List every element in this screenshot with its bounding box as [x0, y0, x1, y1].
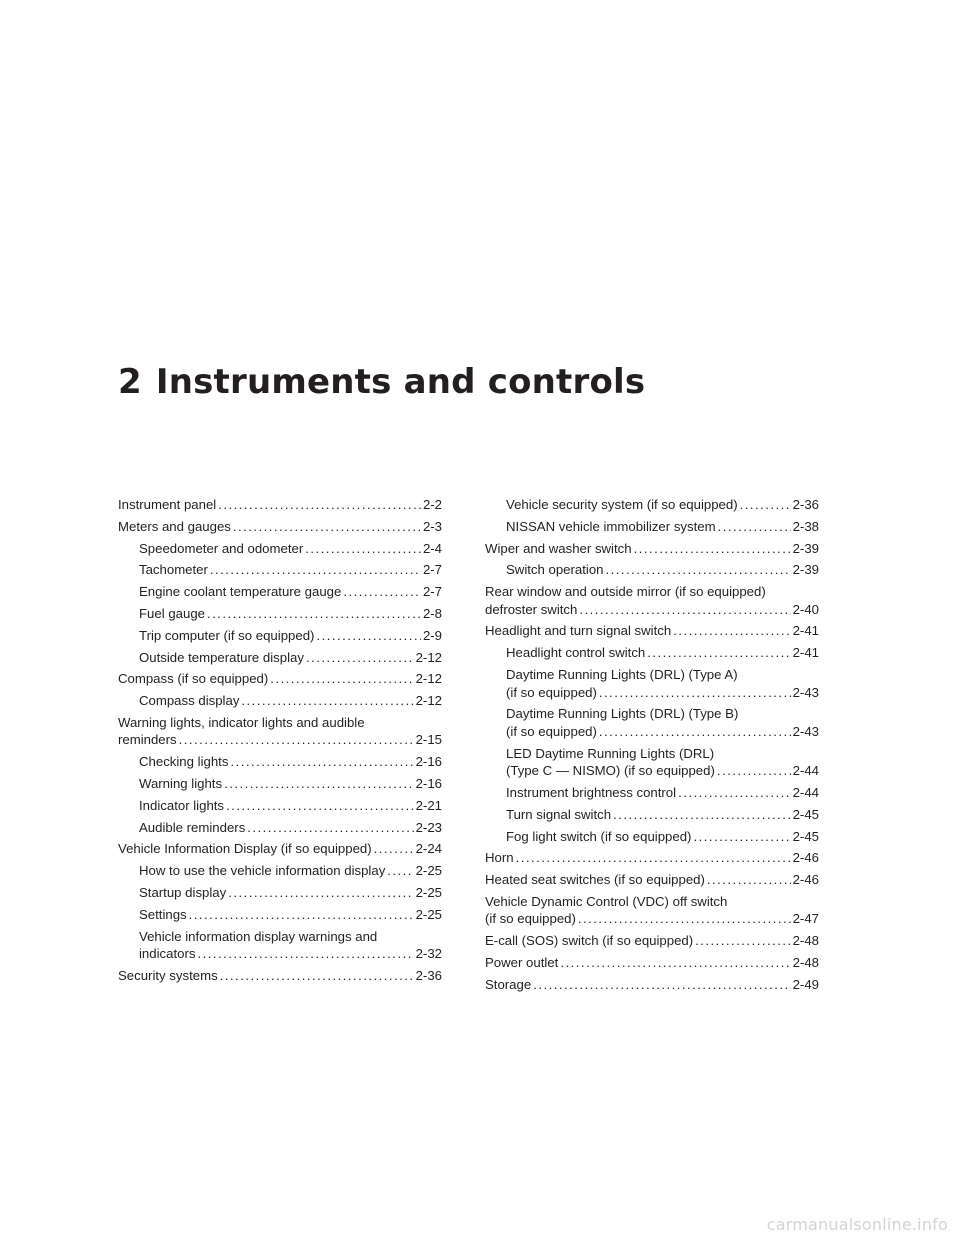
toc-page-number: 2-25	[415, 906, 442, 922]
toc-entry-label: Turn signal switch	[506, 806, 612, 822]
dot-leader	[647, 644, 790, 662]
toc-entry-label: (if so equipped)	[506, 723, 597, 739]
toc-entry-label: Wiper and washer switch	[485, 540, 632, 556]
toc-entry[interactable]	[485, 561, 819, 579]
dot-leader	[516, 849, 791, 867]
toc-entry-label: (if so equipped)	[506, 684, 597, 700]
dot-leader	[210, 561, 421, 579]
toc-entry-label: Tachometer	[139, 562, 208, 578]
toc-entry-label: (Type C — NISMO) (if so equipped)	[506, 763, 715, 779]
toc-page-number: 2-2	[422, 497, 442, 512]
dot-leader	[579, 601, 790, 619]
dot-leader	[207, 605, 421, 623]
toc-page-number: 2-21	[415, 797, 442, 813]
toc-page-number: 2-45	[792, 806, 819, 822]
toc-entry[interactable]	[118, 840, 442, 858]
toc-page-number: 2-7	[422, 584, 442, 600]
toc-entry-label-line: Warning lights, indicator lights and audible	[118, 714, 365, 730]
toc-entry[interactable]	[485, 705, 819, 740]
toc-entry-label: Compass (if so equipped)	[118, 671, 269, 687]
toc-entry[interactable]	[118, 627, 442, 645]
toc-entry[interactable]	[485, 745, 819, 780]
toc-page-number: 2-16	[415, 754, 442, 770]
dot-leader	[599, 723, 791, 741]
toc-entry-label: Horn	[485, 850, 514, 866]
toc-entry-label: Headlight control switch	[506, 645, 646, 661]
toc-entry-label: Outside temperature display	[139, 649, 304, 665]
toc-entry-label: (if so equipped)	[485, 911, 576, 927]
dot-leader	[718, 518, 791, 536]
toc-entry[interactable]	[485, 666, 819, 701]
dot-leader	[343, 583, 421, 601]
toc-entry-label-line: Rear window and outside mirror (if so equipped)	[485, 584, 766, 600]
toc-entry-label: Fuel gauge	[139, 605, 205, 621]
dot-leader	[387, 862, 413, 880]
chapter-title-text: Instruments and controls	[155, 362, 646, 402]
dot-leader	[613, 806, 791, 824]
toc-entry-label: Indicator lights	[139, 797, 225, 813]
toc-entry[interactable]	[485, 806, 819, 824]
toc-entry-label: Switch operation	[506, 562, 604, 578]
toc-entry-label: Instrument brightness control	[506, 784, 677, 800]
dot-leader	[306, 649, 414, 667]
toc-page-number: 2-3	[422, 518, 442, 534]
dot-leader	[189, 906, 414, 924]
chapter-number: 2	[118, 362, 142, 402]
toc-page-number: 2-16	[415, 776, 442, 792]
toc-page-number: 2-40	[792, 601, 819, 617]
toc-page-number: 2-43	[792, 723, 819, 739]
dot-leader	[673, 622, 790, 640]
toc-entry[interactable]	[118, 540, 442, 558]
toc-page-number: 2-44	[792, 763, 819, 779]
dot-leader	[230, 753, 413, 771]
toc-page-number: 2-46	[792, 872, 819, 888]
toc-entry[interactable]	[118, 496, 442, 514]
toc-entry-label: Meters and gauges	[118, 518, 231, 534]
toc-page-number: 2-47	[792, 911, 819, 927]
toc-entry-label: NISSAN vehicle immobilizer system	[506, 518, 716, 534]
toc-entry[interactable]	[485, 932, 819, 950]
dot-leader	[233, 518, 421, 536]
toc-page-number: 2-9	[422, 627, 442, 643]
toc-entry-label: Settings	[139, 906, 187, 922]
toc-entry[interactable]	[485, 540, 819, 558]
toc-page-number: 2-32	[415, 946, 442, 962]
toc-page-number: 2-45	[792, 828, 819, 844]
toc-page-number: 2-48	[792, 955, 819, 971]
toc-page-number: 2-39	[792, 562, 819, 578]
toc-entry[interactable]	[118, 692, 442, 710]
toc-page-number: 2-25	[415, 885, 442, 901]
dot-leader	[220, 967, 414, 985]
toc-entry-label-line: Daytime Running Lights (DRL) (Type B)	[506, 706, 739, 722]
dot-leader	[179, 731, 414, 749]
toc-entry[interactable]	[485, 828, 819, 846]
toc-entry-label: Vehicle security system (if so equipped)	[506, 497, 738, 512]
toc-entry[interactable]	[118, 862, 442, 880]
dot-leader	[599, 684, 791, 702]
toc-entry[interactable]	[485, 518, 819, 536]
dot-leader	[316, 627, 421, 645]
toc-page-number: 2-46	[792, 850, 819, 866]
toc-entry[interactable]	[118, 906, 442, 924]
toc-entry[interactable]	[485, 644, 819, 662]
toc-entry-label: Headlight and turn signal switch	[485, 623, 672, 639]
toc-entry[interactable]	[485, 496, 819, 514]
toc-entry[interactable]	[118, 649, 442, 667]
toc-entry[interactable]	[118, 518, 442, 536]
toc-entry[interactable]	[485, 893, 819, 928]
dot-leader	[228, 884, 413, 902]
toc-entry-label: Instrument panel	[118, 497, 217, 512]
dot-leader	[218, 496, 421, 514]
toc-entry[interactable]	[485, 784, 819, 802]
dot-leader	[305, 540, 421, 558]
toc-entry-label: Power outlet	[485, 955, 559, 971]
toc-entry[interactable]	[118, 605, 442, 623]
dot-leader	[606, 561, 791, 579]
dot-leader	[717, 762, 791, 780]
toc-entry-label-line: Daytime Running Lights (DRL) (Type A)	[506, 667, 738, 683]
toc-entry[interactable]	[118, 884, 442, 902]
toc-entry[interactable]	[118, 583, 442, 601]
toc-entry-label: Heated seat switches (if so equipped)	[485, 872, 705, 888]
toc-entry-label-line: LED Daytime Running Lights (DRL)	[506, 745, 715, 761]
toc-entry[interactable]	[118, 714, 442, 749]
dot-leader	[740, 496, 791, 514]
toc-page-number: 2-12	[415, 649, 442, 665]
toc-entry[interactable]	[118, 967, 442, 985]
toc-page-number: 2-23	[415, 819, 442, 835]
dot-leader	[224, 775, 414, 793]
toc-page-number: 2-48	[792, 933, 819, 949]
toc-entry-label: reminders	[118, 732, 177, 748]
toc-entry[interactable]	[118, 928, 442, 963]
dot-leader	[634, 540, 791, 558]
toc-entry[interactable]	[118, 775, 442, 793]
toc-entry-label: Fog light switch (if so equipped)	[506, 828, 692, 844]
toc-page-number: 2-41	[792, 623, 819, 639]
chapter-title	[118, 362, 645, 402]
toc-page-number: 2-36	[415, 967, 442, 983]
toc-entry[interactable]	[485, 976, 819, 994]
toc-page-number: 2-8	[422, 605, 442, 621]
toc-left-column	[118, 496, 442, 989]
toc-entry[interactable]	[118, 753, 442, 771]
dot-leader	[226, 797, 414, 815]
toc-entry[interactable]	[118, 561, 442, 579]
dot-leader	[533, 976, 790, 994]
dot-leader	[247, 819, 413, 837]
toc-entry[interactable]	[485, 849, 819, 867]
toc-page-number: 2-25	[415, 863, 442, 879]
toc-entry-label: Audible reminders	[139, 819, 246, 835]
toc-entry[interactable]	[485, 871, 819, 889]
toc-page-number: 2-24	[415, 841, 442, 857]
dot-leader	[197, 945, 413, 963]
toc-page-number: 2-41	[792, 645, 819, 661]
toc-page-number: 2-49	[792, 976, 819, 992]
toc-entry[interactable]	[118, 797, 442, 815]
toc-entry[interactable]	[485, 583, 819, 618]
toc-page-number: 2-36	[792, 497, 819, 512]
toc-entry-label: indicators	[139, 946, 196, 962]
watermark: carmanualsonline.info	[766, 1215, 948, 1234]
toc-entry-label: Security systems	[118, 967, 218, 983]
dot-leader	[695, 932, 790, 950]
toc-entry[interactable]	[485, 622, 819, 640]
toc-page-number: 2-4	[422, 540, 442, 556]
toc-entry-label: Trip computer (if so equipped)	[139, 627, 315, 643]
toc-page-number: 2-7	[422, 562, 442, 578]
toc-entry-label: Storage	[485, 976, 532, 992]
toc-entry-label-line: Vehicle Dynamic Control (VDC) off switch	[485, 893, 728, 909]
dot-leader	[241, 692, 413, 710]
toc-entry-label: Compass display	[139, 693, 240, 709]
toc-entry[interactable]	[118, 670, 442, 688]
dot-leader	[678, 784, 791, 802]
toc-entry-label-line: Vehicle information display warnings and	[139, 928, 378, 944]
dot-leader	[374, 840, 414, 858]
toc-page-number: 2-39	[792, 540, 819, 556]
toc-page-number: 2-15	[415, 732, 442, 748]
toc-entry-label: defroster switch	[485, 601, 578, 617]
toc-entry[interactable]	[485, 954, 819, 972]
dot-leader	[707, 871, 791, 889]
toc-entry-label: Engine coolant temperature gauge	[139, 584, 342, 600]
toc-entry-label: How to use the vehicle information display	[139, 863, 386, 879]
toc-page-number: 2-43	[792, 684, 819, 700]
toc-right-column	[485, 496, 819, 998]
toc-page-number: 2-38	[792, 518, 819, 534]
dot-leader	[560, 954, 790, 972]
toc-entry-label: Checking lights	[139, 754, 229, 770]
toc-entry-label: Warning lights	[139, 776, 223, 792]
toc-page-number: 2-12	[415, 693, 442, 709]
toc-entry-label: Speedometer and odometer	[139, 540, 304, 556]
toc-entry-label: Startup display	[139, 885, 227, 901]
dot-leader	[270, 670, 413, 688]
toc-entry-label: Vehicle Information Display (if so equipped)	[118, 841, 372, 857]
dot-leader	[693, 828, 790, 846]
toc-page-number: 2-12	[415, 671, 442, 687]
toc-entry[interactable]	[118, 819, 442, 837]
toc-entry-label: E-call (SOS) switch (if so equipped)	[485, 933, 694, 949]
toc-page-number: 2-44	[792, 784, 819, 800]
dot-leader	[578, 910, 791, 928]
